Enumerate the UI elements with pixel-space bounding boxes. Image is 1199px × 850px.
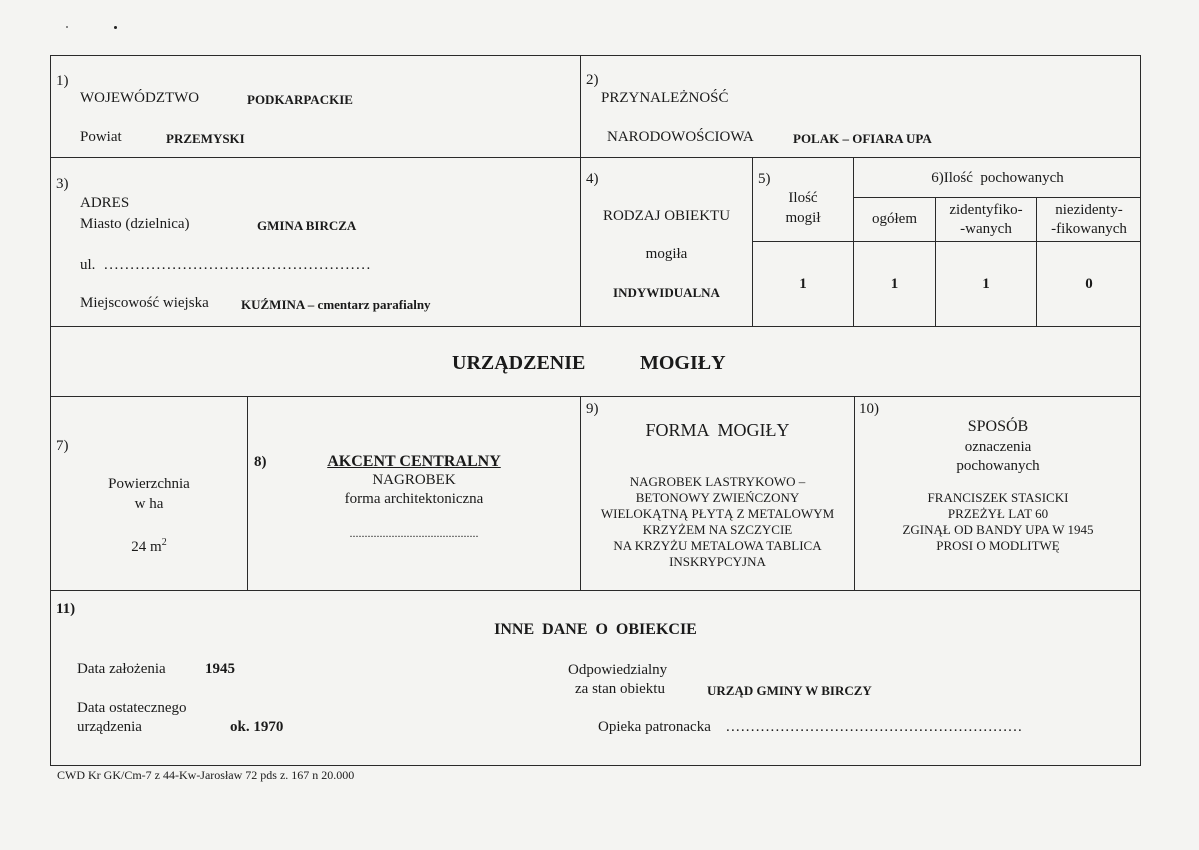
narodowosciowa-label: NARODOWOŚCIOWA <box>607 129 754 145</box>
powierzchnia-value: 24 m <box>131 539 162 555</box>
data-ostatecznego-value: ok. 1970 <box>230 719 284 735</box>
ulica-label: ul. <box>80 257 96 273</box>
narodowosc-value: POLAK – OFIARA UPA <box>793 131 932 146</box>
pochowanych-label: pochowanych <box>956 458 1040 474</box>
ilosc-mogil-label-2: mogił <box>785 210 821 226</box>
section-2-number: 2) <box>586 72 599 88</box>
col-zidentyfikowanych-header-1: zidentyfiko- <box>949 202 1023 218</box>
odpowiedzialny-label-1: Odpowiedzialny <box>568 662 668 678</box>
section-8-number: 8) <box>254 454 267 470</box>
row-divider <box>752 241 1141 242</box>
row-divider <box>853 197 1141 198</box>
forma-architektoniczna-dots: ........................................... <box>349 526 479 540</box>
section-3-number: 3) <box>56 176 69 192</box>
ilosc-pochowanych-title: 6)Ilość pochowanych <box>931 170 1064 186</box>
ulica-dots: ................................................... <box>104 257 372 273</box>
opieka-patronacka-label: Opieka patronacka <box>598 719 711 735</box>
section-9-number: 9) <box>586 401 599 417</box>
forma-mogily-line: NA KRZYŻU METALOWA TABLICA <box>613 538 822 553</box>
sposob-line: PRZEŻYŁ LAT 60 <box>947 506 1049 521</box>
powiat-label: Powiat <box>80 129 122 145</box>
powierzchnia-label-2: w ha <box>134 496 164 512</box>
forma-mogily-line: WIELOKĄTNĄ PŁYTĄ Z METALOWYM <box>600 506 835 521</box>
adres-label: ADRES <box>80 195 130 211</box>
row-divider <box>50 326 1141 327</box>
rodzaj-obiektu-value: INDYWIDUALNA <box>613 285 720 300</box>
data-ostatecznego-label-2: urządzenia <box>77 719 142 735</box>
forma-mogily-line: BETONOWY ZWIEŃCZONY <box>635 490 800 505</box>
form-footer-code: CWD Kr GK/Cm-7 z 44-Kw-Jarosław 72 pds z. 167 n 20.000 <box>57 768 355 782</box>
zidentyfikowanych-value: 1 <box>982 276 990 292</box>
sposob-line: FRANCISZEK STASICKI <box>927 490 1069 505</box>
ilosc-mogil-label-1: Ilość <box>788 190 818 206</box>
rodzaj-obiektu-sub: mogiła <box>645 246 688 262</box>
section-1-number: 1) <box>56 73 69 89</box>
scan-speck <box>66 26 68 28</box>
forma-mogily-line: NAGROBEK LASTRYKOWO – <box>629 474 806 489</box>
section-10-number: 10) <box>859 401 879 417</box>
col-ogolem-header: ogółem <box>872 211 917 227</box>
forma-mogily-title: FORMA MOGIŁY <box>645 420 790 440</box>
odpowiedzialny-label-2: za stan obiektu <box>575 681 665 697</box>
ilosc-mogil-value: 1 <box>799 276 807 292</box>
ogolem-value: 1 <box>890 276 899 292</box>
powiat-value: PRZEMYSKI <box>166 131 245 146</box>
rodzaj-obiektu-label: RODZAJ OBIEKTU <box>602 208 731 224</box>
miasto-value: GMINA BIRCZA <box>257 218 357 233</box>
section-4-number: 4) <box>586 171 599 187</box>
heading-urzadzenie: URZĄDZENIE <box>452 352 586 374</box>
odpowiedzialny-value: URZĄD GMINY W BIRCZY <box>707 683 872 698</box>
powierzchnia-unit-exp: 2 <box>161 537 167 548</box>
col-niezidentyfikowanych-header-2: -fikowanych <box>1051 221 1127 237</box>
miejscowosc-value: KUŹMINA – cmentarz parafialny <box>241 297 431 312</box>
row-divider <box>50 157 1141 158</box>
data-zalozenia-value: 1945 <box>205 661 235 677</box>
data-ostatecznego-label-1: Data ostatecznego <box>77 700 187 716</box>
forma-architektoniczna-label: forma architektoniczna <box>344 491 484 507</box>
heading-mogily: MOGIŁY <box>640 352 726 374</box>
przynaleznosc-label: PRZYNALEŻNOŚĆ <box>601 90 729 106</box>
powierzchnia-label-1: Powierzchnia <box>108 476 190 492</box>
miasto-label: Miasto (dzielnica) <box>80 216 190 232</box>
powierzchnia-value-wrap <box>51 534 247 556</box>
forma-mogily-line: INSKRYPCYJNA <box>669 554 766 569</box>
forma-mogily-line: KRZYŻEM NA SZCZYCIE <box>642 522 793 537</box>
miejscowosc-label: Miejscowość wiejska <box>80 295 209 311</box>
col-zidentyfikowanych-header-2: -wanych <box>960 221 1012 237</box>
wojewodztwo-label: WOJEWÓDZTWO <box>80 90 200 106</box>
section-7-number: 7) <box>56 438 69 454</box>
akcent-centralny-title: AKCENT CENTRALNY <box>327 453 501 470</box>
col-divider <box>752 157 753 327</box>
sposob-line: ZGINĄŁ OD BANDY UPA W 1945 <box>902 522 1094 537</box>
sposob-line: PROSI O MODLITWĘ <box>936 538 1060 553</box>
scan-speck <box>114 26 117 29</box>
opieka-patronacka-dots: ............................................................ <box>726 719 1023 735</box>
section-11-number: 11) <box>56 601 76 617</box>
wojewodztwo-value: PODKARPACKIE <box>247 92 353 107</box>
inne-dane-title: INNE DANE O OBIEKCIE <box>494 621 697 638</box>
section-5-number: 5) <box>758 171 771 187</box>
col-niezidentyfikowanych-header-1: niezidenty- <box>1055 202 1123 218</box>
oznaczenia-label: oznaczenia <box>964 439 1032 455</box>
row-divider <box>50 590 1141 591</box>
niezidentyfikowanych-value: 0 <box>1085 276 1093 292</box>
akcent-centralny-value: NAGROBEK <box>372 472 456 488</box>
sposob-title: SPOSÓB <box>967 418 1029 435</box>
data-zalozenia-label: Data założenia <box>77 661 166 677</box>
row-divider <box>50 396 1141 397</box>
